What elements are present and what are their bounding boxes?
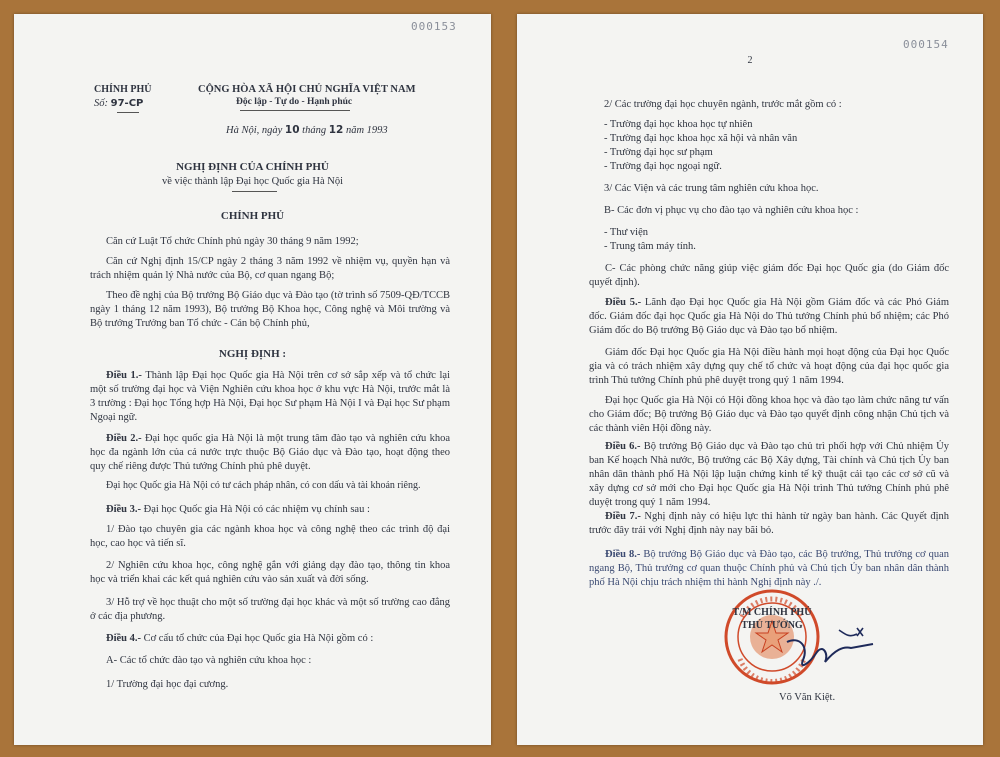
p2-line-4: - Trường đại học sư phạm: [604, 147, 713, 158]
article-5: [589, 296, 949, 338]
article-4-a: A- Các tổ chức đào tạo và nghiên cứu khoa học :: [106, 655, 312, 666]
date-year: năm 1993: [345, 125, 388, 136]
article-8-label: Điều 8.-: [605, 549, 641, 560]
article-7: [589, 510, 949, 538]
article-3-text: Đại học Quốc gia Hà Nội có các nhiệm vụ chính sau :: [143, 504, 370, 515]
divider: [117, 112, 139, 113]
p2-line-5: - Trường đại học ngoại ngữ.: [604, 161, 722, 172]
article-2-b: Đại học Quốc gia Hà Nội có tư cách pháp nhân, có con dấu và tài khoản riêng.: [106, 480, 421, 491]
article-8: [589, 548, 949, 590]
article-4-a-1: 1/ Trường đại học đại cương.: [106, 679, 229, 690]
article-4-text: Cơ cấu tổ chức của Đại học Quốc gia Hà Nội gồm có :: [143, 633, 374, 644]
p2-line-7: B- Các đơn vị phục vụ cho đào tạo và nghiên cứu khoa học :: [604, 205, 859, 216]
doc-number-stamp: 000154: [903, 38, 949, 51]
p2-line-6: 3/ Các Viện và các trung tâm nghiên cứu khoa học.: [604, 183, 819, 194]
decree-title: NGHỊ ĐỊNH CỦA CHÍNH PHỦ: [176, 161, 329, 173]
signature-org: T/M CHÍNH PHỦ: [732, 607, 812, 618]
date-prefix: Hà Nội, ngày: [226, 125, 283, 136]
article-5-label: Điều 5.-: [605, 297, 642, 308]
so-value: 97-CP: [110, 98, 144, 109]
date-month: 12: [328, 124, 344, 136]
p2-line-1: 2/ Các trường đại học chuyên ngành, trước mắt gồm có :: [604, 99, 842, 110]
article-1-label: Điều 1.-: [106, 370, 142, 381]
country-name: CỘNG HÒA XÃ HỘI CHỦ NGHĨA VIỆT NAM: [198, 84, 416, 95]
agency-name: CHÍNH PHỦ: [94, 84, 152, 95]
article-5-text: Lãnh đạo Đại học Quốc gia Hà Nội gồm Giám đốc và các Phó Giám đốc. Giám đốc đại học Quốc gia Hà Nội do Thủ tướng Chính phủ bổ nhiệm; các Phó Giám đốc do Bộ trưởng Bộ Giáo dục và Đào tạo bổ nhiệm.: [589, 297, 950, 336]
article-5-c: Đại học Quốc gia Hà Nội có Hội đồng khoa học và đào tạo làm chức năng tư vấn cho Giám đốc; Bộ trưởng Bộ Giáo dục và Đào tạo quyết định công nhận Chủ tịch và các thành viên Hội đồng này.: [589, 395, 949, 434]
page-1: [14, 14, 491, 745]
p2-line-3: - Trường đại học khoa học xã hội và nhân văn: [604, 133, 798, 144]
doc-number-stamp: 000153: [411, 20, 457, 33]
decree-subtitle: về việc thành lập Đại học Quốc gia Hà Nội: [161, 176, 344, 187]
basis-2: Căn cứ Nghị định 15/CP ngày 2 tháng 3 năm 1992 về nhiệm vụ, quyền hạn và trách nhiệm quản lý Nhà nước của Bộ, cơ quan ngang Bộ;: [90, 256, 450, 281]
article-1-text: Thành lập Đại học Quốc gia Hà Nội trên cơ sở sắp xếp và tổ chức lại một số trường đại học và Viện Nghiên cứu khoa học ở khu vực Hà Nội, trước mắt là 3 trường : Đại học Tổng hợp Hà Nội, Đại học Sư phạm Hà Nội I và Đại học Sư phạm Ngoại ngữ.: [90, 370, 450, 423]
doc-number: [94, 97, 143, 110]
article-4: [106, 632, 451, 646]
article-7-label: Điều 7.-: [605, 511, 641, 522]
article-6-text: Bộ trưởng Bộ Giáo dục và Đào tạo chủ trì phối hợp với Chủ nhiệm Ủy ban Kế hoạch Nhà nước, Bộ trưởng các Bộ Xây dựng, Tài chính và Chủ tịch Ủy ban nhân dân thành phố Hà Nội lập luận chứng kinh tế kỹ thuật cải tạo các cơ sở cũ và xây dựng cơ sở mới cho Đại học Quốc gia Hà Nội trình Thủ tướng Chính phủ phê duyệt trong quý 1 năm 1994.: [589, 441, 949, 508]
article-2-text: Đại học quốc gia Hà Nội là một trung tâm đào tạo và nghiên cứu khoa học đa ngành lớn của cả nước trực thuộc Bộ Giáo dục và Đào tạo, hoạt động theo quy chế riêng được Thủ tướng Chính phủ phê duyệt.: [90, 433, 450, 472]
divider: [232, 191, 277, 192]
decides-heading: NGHỊ ĐỊNH :: [218, 348, 287, 360]
article-7-text: Nghị định này có hiệu lực thi hành từ ngày ban hành. Các Quyết định trước đây trái với Nghị định này nay bãi bỏ.: [589, 511, 950, 536]
p2-line-10: C- Các phòng chức năng giúp việc giám đốc Đại học Quốc gia (do Giám đốc quyết định).: [589, 263, 949, 288]
page-number: 2: [747, 55, 753, 66]
article-3-item-2: 2/ Nghiên cứu khoa học, công nghệ gắn với giảng dạy đào tạo, thông tin khoa học và triển khai các kết quả nghiên cứu vào sản xuất và đời sống.: [90, 560, 450, 585]
divider: [240, 110, 350, 111]
article-3: [106, 503, 451, 517]
p2-line-2: - Trường đại học khoa học tự nhiên: [604, 119, 753, 130]
signer-name: Võ Văn Kiệt.: [779, 692, 836, 703]
so-label: Số:: [94, 98, 108, 109]
article-5-b: Giám đốc Đại học Quốc gia Hà Nội điều hành mọi hoạt động của Đại học Quốc gia và có trách nhiệm xây dựng quy chế tổ chức và hoạt động của đại học quốc gia trình Thủ tướng Chính phủ phê duyệt trong quý 1 năm 1994.: [589, 347, 949, 386]
issue-date: [226, 124, 388, 137]
article-8-text: Bộ trưởng Bộ Giáo dục và Đào tạo, các Bộ trưởng, Thủ trưởng cơ quan ngang Bộ, Thủ trưởng cơ quan thuộc Chính phủ và Chủ tịch Ủy ban nhân dân thành phố Hà Nội chịu trách nhiệm thi hành Nghị định này ./.: [589, 549, 949, 588]
article-3-item-1: 1/ Đào tạo chuyên gia các ngành khoa học và công nghệ theo các trình độ đại học, cao học và tiến sĩ.: [90, 524, 450, 549]
article-3-item-3: 3/ Hỗ trợ về học thuật cho một số trường đại học khác và một số trường cao đẳng ở các địa phương.: [90, 597, 450, 622]
basis-3: Theo đề nghị của Bộ trưởng Bộ Giáo dục và Đào tạo (tờ trình số 7509-QĐ/TCCB ngày 1 tháng 12 năm 1993), Bộ trưởng Bộ Khoa học, Công nghệ và Môi trường và Bộ trưởng Trưởng ban Tổ chức - Cán bộ Chính phủ,: [90, 290, 450, 329]
issuer-heading: CHÍNH PHỦ: [220, 210, 285, 222]
article-2: [90, 432, 450, 474]
signature-title: THỦ TƯỚNG: [741, 620, 803, 631]
date-month-label: tháng: [302, 125, 327, 136]
article-6: [589, 440, 949, 510]
handwritten-signature: [779, 624, 889, 684]
article-1: [90, 369, 450, 425]
page-2: [517, 14, 983, 745]
motto: Độc lập - Tự do - Hạnh phúc: [236, 97, 353, 107]
article-3-label: Điều 3.-: [106, 504, 141, 515]
basis-1: Căn cứ Luật Tổ chức Chính phủ ngày 30 tháng 9 năm 1992;: [106, 236, 359, 247]
date-day: 10: [284, 124, 300, 136]
article-6-label: Điều 6.-: [605, 441, 641, 452]
p2-line-9: - Trung tâm máy tính.: [604, 241, 696, 252]
p2-line-8: - Thư viện: [604, 227, 648, 238]
article-2-label: Điều 2.-: [106, 433, 142, 444]
article-4-label: Điều 4.-: [106, 633, 141, 644]
